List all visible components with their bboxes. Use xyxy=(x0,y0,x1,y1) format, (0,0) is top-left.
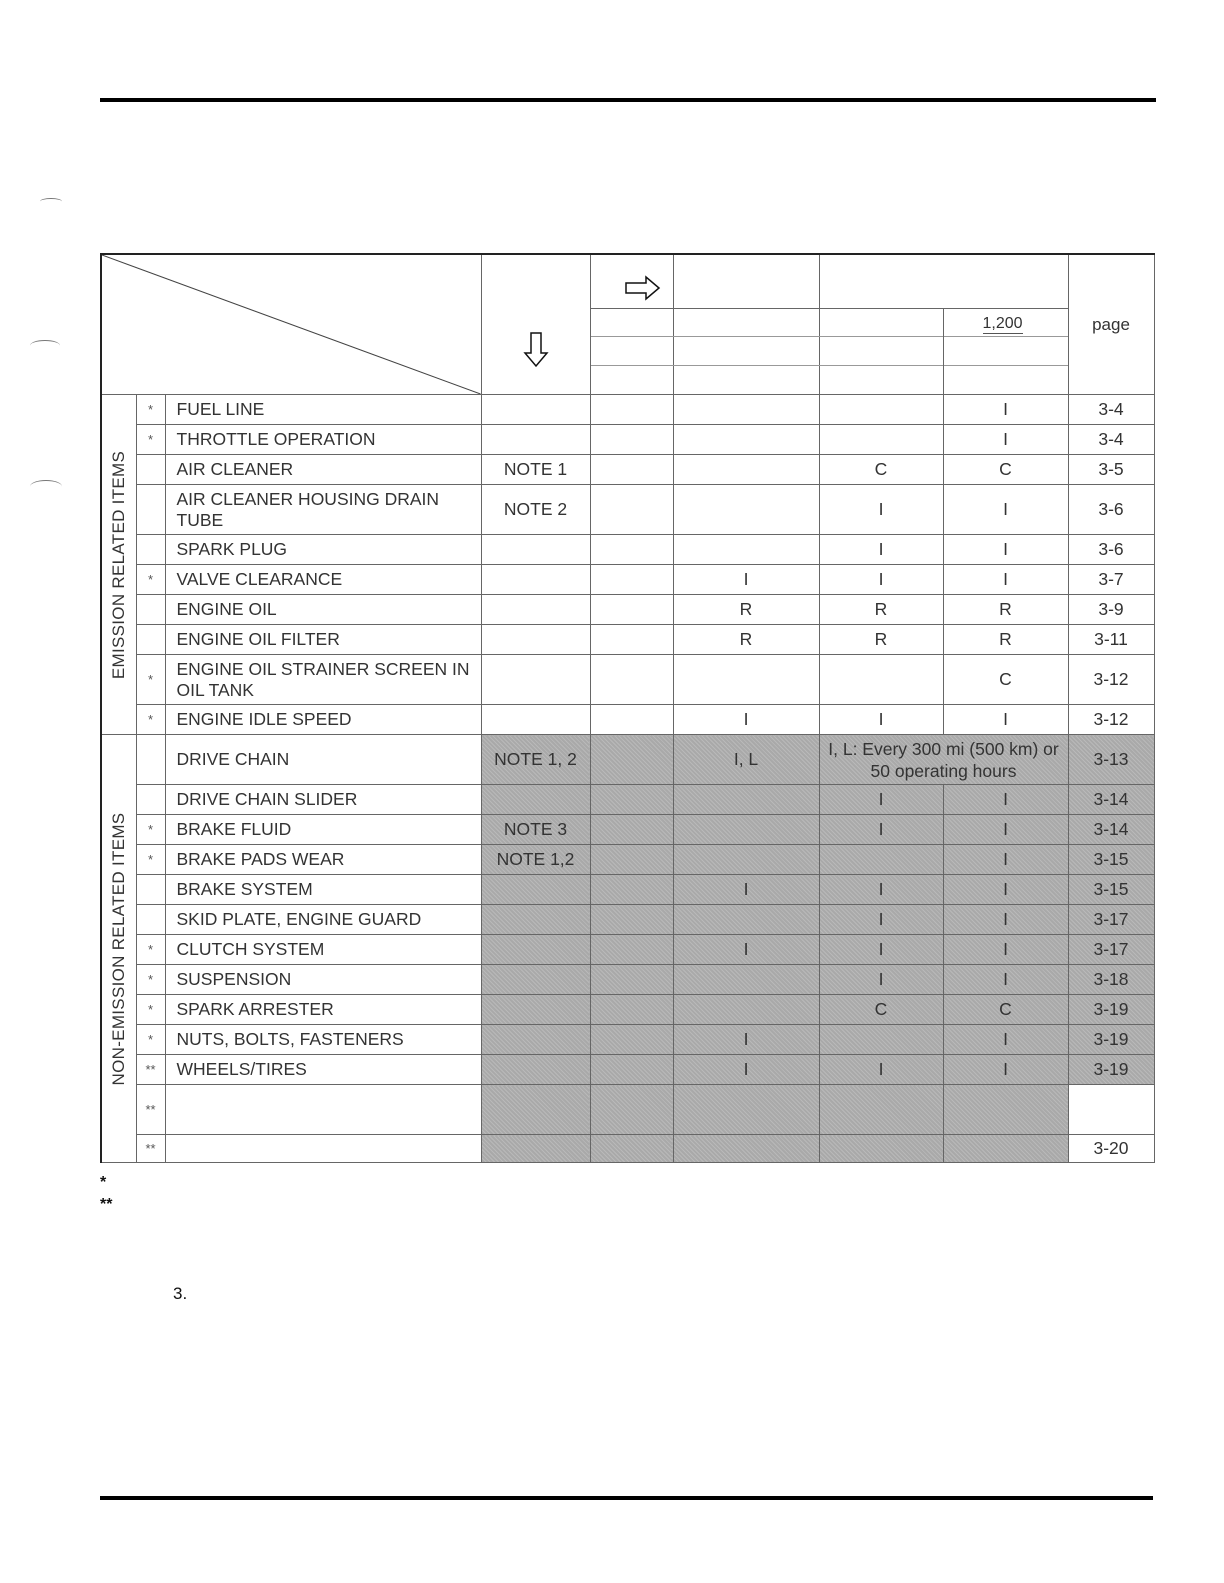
header-note-cell xyxy=(481,254,590,395)
item-name: THROTTLE OPERATION xyxy=(165,425,481,455)
star-marker: * xyxy=(136,935,165,965)
item-name: DRIVE CHAIN xyxy=(165,735,481,785)
table-row xyxy=(101,735,1154,785)
interval-cell-3 xyxy=(819,1025,943,1055)
interval-cell-2: R xyxy=(673,595,819,625)
note-cell xyxy=(481,565,590,595)
star-marker xyxy=(136,905,165,935)
star-marker: ** xyxy=(136,1085,165,1135)
interval-cell-2 xyxy=(673,535,819,565)
table-row xyxy=(101,625,1154,655)
group-label-text: NON-EMISSION RELATED ITEMS xyxy=(108,812,128,1085)
interval-cell-4: C xyxy=(943,455,1068,485)
interval-cell-4: I xyxy=(943,875,1068,905)
item-name: AIR CLEANER xyxy=(165,455,481,485)
interval-cell-1 xyxy=(590,655,673,705)
star-marker: * xyxy=(136,1025,165,1055)
item-name: SUSPENSION xyxy=(165,965,481,995)
interval-cell-3 xyxy=(819,655,943,705)
interval-cell-4: C xyxy=(943,655,1068,705)
interval-cell-2: I xyxy=(673,1025,819,1055)
table-row xyxy=(101,785,1154,815)
interval-cell-2: I xyxy=(673,1055,819,1085)
interval-cell-4: I xyxy=(943,565,1068,595)
note-cell xyxy=(481,1085,590,1135)
interval-cell-1 xyxy=(590,425,673,455)
note-cell: NOTE 3 xyxy=(481,815,590,845)
page-reference: 3-6 xyxy=(1068,485,1154,535)
star-marker xyxy=(136,735,165,785)
star-marker: * xyxy=(136,655,165,705)
interval-cell-1 xyxy=(590,815,673,845)
star-marker xyxy=(136,875,165,905)
header-interval-cell xyxy=(590,254,1068,395)
table-row xyxy=(101,595,1154,625)
page-reference: 3-9 xyxy=(1068,595,1154,625)
group-label-emission xyxy=(101,395,136,735)
table-row xyxy=(101,425,1154,455)
interval-cell-4 xyxy=(943,1135,1068,1163)
star-marker: ** xyxy=(136,1135,165,1163)
note-cell xyxy=(481,595,590,625)
interval-cell-1 xyxy=(590,935,673,965)
item-name: VALVE CLEARANCE xyxy=(165,565,481,595)
interval-cell-2 xyxy=(673,995,819,1025)
interval-cell-3: I xyxy=(819,565,943,595)
interval-cell-2 xyxy=(673,485,819,535)
star-marker: * xyxy=(136,815,165,845)
page-reference: 3-20 xyxy=(1068,1135,1154,1163)
note-cell xyxy=(481,1025,590,1055)
item-name: SPARK ARRESTER xyxy=(165,995,481,1025)
interval-cell-3: I xyxy=(819,705,943,735)
interval-cell-2 xyxy=(673,845,819,875)
interval-cell-4: R xyxy=(943,625,1068,655)
interval-cell-1 xyxy=(590,705,673,735)
page-reference: 3-15 xyxy=(1068,845,1154,875)
star-marker: * xyxy=(136,565,165,595)
interval-cell-3 xyxy=(819,1135,943,1163)
item-name: FUEL LINE xyxy=(165,395,481,425)
note-cell xyxy=(481,655,590,705)
note-cell: NOTE 1, 2 xyxy=(481,735,590,785)
table-row xyxy=(101,875,1154,905)
page-reference: 3-17 xyxy=(1068,935,1154,965)
interval-cell-2 xyxy=(673,655,819,705)
item-name: BRAKE SYSTEM xyxy=(165,875,481,905)
interval-cell-1 xyxy=(590,995,673,1025)
note-3-number: 3. xyxy=(173,1284,188,1303)
page-reference: 3-17 xyxy=(1068,905,1154,935)
note-cell xyxy=(481,705,590,735)
page-reference: 3-19 xyxy=(1068,1025,1154,1055)
star-marker: * xyxy=(136,965,165,995)
diagonal-line xyxy=(102,255,481,394)
star-marker: * xyxy=(136,395,165,425)
interval-cell-1 xyxy=(590,785,673,815)
interval-cell-2 xyxy=(673,1085,819,1135)
table-row xyxy=(101,455,1154,485)
interval-cell-3: I xyxy=(819,905,943,935)
note-cell xyxy=(481,535,590,565)
interval-cell-4: I xyxy=(943,845,1068,875)
group-label-text: EMISSION RELATED ITEMS xyxy=(108,450,128,679)
note-cell: NOTE 2 xyxy=(481,485,590,535)
item-name xyxy=(165,1085,481,1135)
item-name: ENGINE OIL xyxy=(165,595,481,625)
interval-cell-1 xyxy=(590,485,673,535)
table-row xyxy=(101,1085,1154,1135)
interval-cell-3: I xyxy=(819,1055,943,1085)
interval-cell-4: I xyxy=(943,535,1068,565)
interval-cell-1 xyxy=(590,905,673,935)
interval-cell-1 xyxy=(590,735,673,785)
interval-cell-4: R xyxy=(943,595,1068,625)
page-reference: 3-4 xyxy=(1068,425,1154,455)
note-cell xyxy=(481,995,590,1025)
scan-mark xyxy=(30,480,62,493)
interval-cell-2 xyxy=(673,455,819,485)
page-reference xyxy=(1068,1085,1154,1135)
arrow-right-icon xyxy=(625,275,661,301)
interval-cell-1 xyxy=(590,395,673,425)
item-name: CLUTCH SYSTEM xyxy=(165,935,481,965)
interval-cell-4: I xyxy=(943,485,1068,535)
interval-cell-3: I xyxy=(819,535,943,565)
star-marker: * xyxy=(136,425,165,455)
note-cell xyxy=(481,785,590,815)
star-marker: * xyxy=(136,995,165,1025)
scan-mark xyxy=(40,198,62,205)
interval-cell-3 xyxy=(819,845,943,875)
interval-cell-3: C xyxy=(819,995,943,1025)
table-row xyxy=(101,535,1154,565)
interval-cell-3: I xyxy=(819,815,943,845)
star-marker xyxy=(136,785,165,815)
group-label-non-emission xyxy=(101,735,136,1163)
table-row xyxy=(101,905,1154,935)
interval-cell-3: I xyxy=(819,935,943,965)
item-name: NUTS, BOLTS, FASTENERS xyxy=(165,1025,481,1055)
note-cell: NOTE 1,2 xyxy=(481,845,590,875)
star-marker xyxy=(136,485,165,535)
footnote-double-star: ** xyxy=(100,1196,113,1213)
interval-cell-2: I xyxy=(673,935,819,965)
table-row xyxy=(101,935,1154,965)
star-marker: * xyxy=(136,705,165,735)
maintenance-schedule-table xyxy=(100,253,1155,1163)
table-row xyxy=(101,655,1154,705)
interval-cell-2 xyxy=(673,425,819,455)
note-cell xyxy=(481,395,590,425)
interval-cell-3: I xyxy=(819,875,943,905)
interval-cell-4: I xyxy=(943,785,1068,815)
table-row xyxy=(101,485,1154,535)
item-name: ENGINE OIL STRAINER SCREEN IN OIL TANK xyxy=(165,655,481,705)
interval-span-cell: I, L: Every 300 mi (500 km) or 50 operating hours xyxy=(819,735,1068,785)
interval-cell-1 xyxy=(590,565,673,595)
page-header: page xyxy=(1068,254,1154,395)
interval-cell-1 xyxy=(590,965,673,995)
interval-cell-4: I xyxy=(943,935,1068,965)
page-reference: 3-14 xyxy=(1068,815,1154,845)
table-row xyxy=(101,965,1154,995)
item-name: BRAKE PADS WEAR xyxy=(165,845,481,875)
page-reference: 3-4 xyxy=(1068,395,1154,425)
interval-cell-2 xyxy=(673,965,819,995)
star-marker: ** xyxy=(136,1055,165,1085)
note-cell: NOTE 1 xyxy=(481,455,590,485)
interval-cell-3: C xyxy=(819,455,943,485)
interval-cell-1 xyxy=(590,625,673,655)
interval-cell-1 xyxy=(590,1055,673,1085)
interval-cell-4: I xyxy=(943,905,1068,935)
interval-cell-1 xyxy=(590,1085,673,1135)
page-reference: 3-13 xyxy=(1068,735,1154,785)
note-cell xyxy=(481,1135,590,1163)
interval-cell-2 xyxy=(673,905,819,935)
page-reference: 3-19 xyxy=(1068,1055,1154,1085)
page-reference: 3-7 xyxy=(1068,565,1154,595)
interval-cell-3: R xyxy=(819,625,943,655)
arrow-down-icon xyxy=(523,332,549,368)
item-name: SKID PLATE, ENGINE GUARD xyxy=(165,905,481,935)
note-cell xyxy=(481,625,590,655)
item-name: AIR CLEANER HOUSING DRAIN TUBE xyxy=(165,485,481,535)
interval-cell-3: R xyxy=(819,595,943,625)
interval-cell-3: I xyxy=(819,485,943,535)
interval-cell-2: I xyxy=(673,705,819,735)
interval-cell-4: I xyxy=(943,705,1068,735)
interval-cell-4: I xyxy=(943,395,1068,425)
interval-cell-4: I xyxy=(943,1025,1068,1055)
interval-cell-3 xyxy=(819,1085,943,1135)
table-row xyxy=(101,395,1154,425)
table-row xyxy=(101,845,1154,875)
page-reference: 3-19 xyxy=(1068,995,1154,1025)
interval-cell-1 xyxy=(590,595,673,625)
interval-cell-1 xyxy=(590,845,673,875)
item-name: BRAKE FLUID xyxy=(165,815,481,845)
table-row xyxy=(101,1135,1154,1163)
table-row xyxy=(101,815,1154,845)
interval-cell-4: C xyxy=(943,995,1068,1025)
page-reference: 3-15 xyxy=(1068,875,1154,905)
note-cell xyxy=(481,935,590,965)
page-reference: 3-12 xyxy=(1068,705,1154,735)
interval-cell-4: I xyxy=(943,1055,1068,1085)
interval-cell-2: I xyxy=(673,565,819,595)
star-marker: * xyxy=(136,845,165,875)
scan-mark xyxy=(30,340,60,351)
footnote-single-star: * xyxy=(100,1174,107,1191)
note-cell xyxy=(481,875,590,905)
interval-cell-3 xyxy=(819,425,943,455)
table-row xyxy=(101,995,1154,1025)
interval-cell-1 xyxy=(590,1025,673,1055)
interval-cell-2: I xyxy=(673,875,819,905)
star-marker xyxy=(136,625,165,655)
note-cell xyxy=(481,1055,590,1085)
interval-cell-3: I xyxy=(819,785,943,815)
item-name: DRIVE CHAIN SLIDER xyxy=(165,785,481,815)
interval-cell-2: R xyxy=(673,625,819,655)
interval-cell-1 xyxy=(590,875,673,905)
interval-cell-3: I xyxy=(819,965,943,995)
star-marker xyxy=(136,595,165,625)
table-row xyxy=(101,565,1154,595)
item-name: ENGINE OIL FILTER xyxy=(165,625,481,655)
interval-cell-2 xyxy=(673,815,819,845)
page-reference: 3-11 xyxy=(1068,625,1154,655)
note-cell xyxy=(481,965,590,995)
table-row xyxy=(101,1025,1154,1055)
interval-cell-2 xyxy=(673,395,819,425)
page-reference: 3-5 xyxy=(1068,455,1154,485)
page-reference: 3-6 xyxy=(1068,535,1154,565)
interval-cell-2 xyxy=(673,1135,819,1163)
interval-cell-3 xyxy=(819,395,943,425)
table-row xyxy=(101,1055,1154,1085)
interval-cell-4: I xyxy=(943,965,1068,995)
star-marker xyxy=(136,535,165,565)
interval-cell-4: I xyxy=(943,425,1068,455)
page-reference: 3-14 xyxy=(1068,785,1154,815)
note-cell xyxy=(481,905,590,935)
interval-cell-4: I xyxy=(943,815,1068,845)
top-rule xyxy=(100,98,1156,102)
header-diagonal-cell xyxy=(101,254,481,395)
item-name: ENGINE IDLE SPEED xyxy=(165,705,481,735)
item-name: WHEELS/TIRES xyxy=(165,1055,481,1085)
bottom-rule xyxy=(100,1496,1153,1500)
interval-cell-2: I, L xyxy=(673,735,819,785)
interval-cell-1 xyxy=(590,1135,673,1163)
page-reference: 3-18 xyxy=(1068,965,1154,995)
note-cell xyxy=(481,425,590,455)
interval-cell-2 xyxy=(673,785,819,815)
star-marker xyxy=(136,455,165,485)
interval-cell-1 xyxy=(590,455,673,485)
interval-cell-1 xyxy=(590,535,673,565)
page-reference: 3-12 xyxy=(1068,655,1154,705)
item-name xyxy=(165,1135,481,1163)
item-name: SPARK PLUG xyxy=(165,535,481,565)
interval-cell-4 xyxy=(943,1085,1068,1135)
odometer-label: 1,200 xyxy=(982,315,1023,332)
table-row xyxy=(101,705,1154,735)
